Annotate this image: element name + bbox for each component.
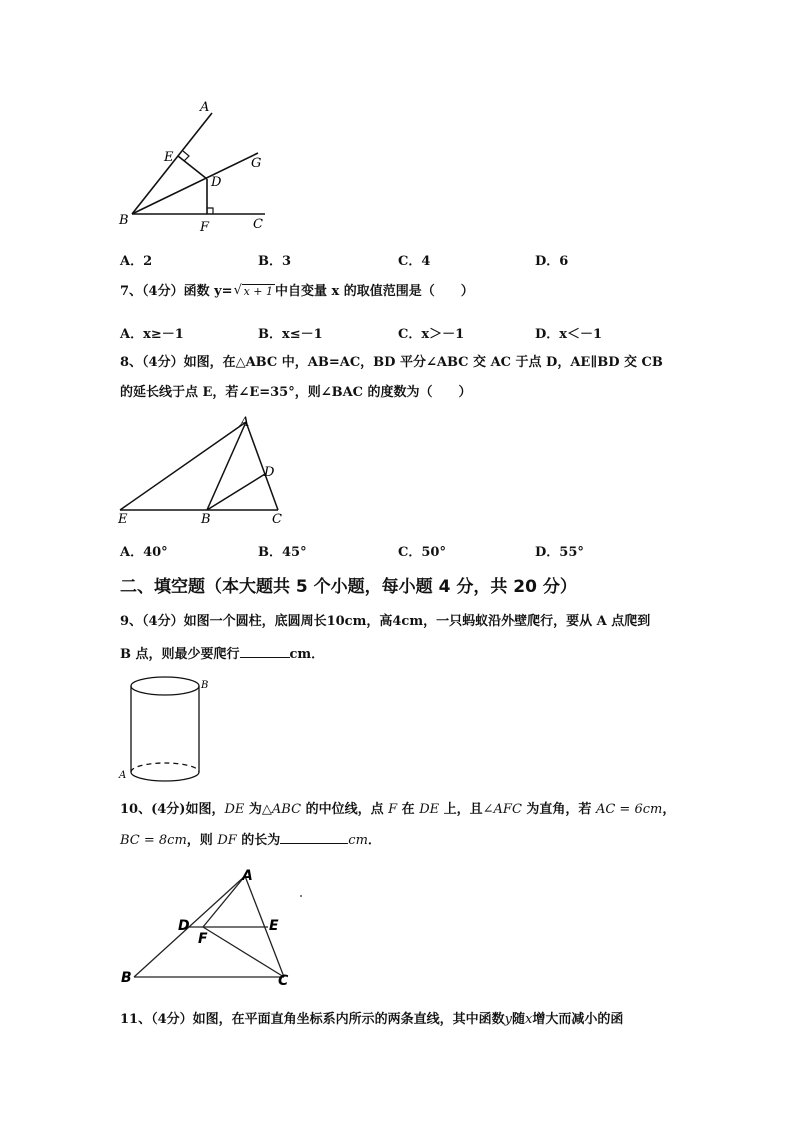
figure1-label-c: C (253, 217, 263, 232)
figure-midline-triangle (118, 866, 318, 1001)
q10-text-m: ， (662, 802, 676, 817)
q9-stem-line2 (120, 645, 324, 664)
figure1-label-g: G (251, 156, 262, 171)
q10-text-a: 10、(4分)如图， (120, 802, 225, 817)
q8-stem-line2: 的延长线于点 E，若∠E=35°，则∠BAC 的度数为（ ） (120, 385, 472, 400)
q8-option-a: A．40° (120, 545, 168, 560)
q11-text-e: 增大而减小的函 (532, 1012, 624, 1027)
q11-text-c: 随 (512, 1012, 526, 1027)
q6-option-d: D．6 (535, 254, 569, 269)
figure4-label-a: A (242, 868, 253, 884)
q10-text-de: DE (224, 802, 245, 817)
q9-answer-blank[interactable] (240, 645, 290, 658)
q11-text-a: 11、（4分）如图，在平面直角坐标系内所示的两条直线，其中函数 (120, 1012, 505, 1027)
figure1-label-a: A (200, 100, 210, 115)
q11-text-y: y (504, 1012, 512, 1027)
figure4-label-d: D (178, 918, 190, 934)
q7-prefix: 7、（4分）函数 y= (120, 284, 233, 299)
figure2-label-d: D (264, 465, 275, 480)
q10-text-then: ，则 (186, 833, 218, 848)
q10-stem-line2 (120, 831, 381, 850)
q10-text-g: 在 (397, 802, 420, 817)
figure2-label-b: B (201, 512, 211, 527)
q9-line2-pre: B 点，则最少要爬行 (120, 647, 240, 662)
q7-options (120, 323, 640, 343)
q10-text-period: ． (367, 833, 381, 848)
figure1-label-b: B (119, 213, 129, 228)
figure4-label-e: E (269, 918, 279, 934)
figure4-label-b: B (121, 970, 132, 986)
q10-text-i: 上，且 (439, 802, 483, 817)
q8-options (120, 541, 640, 561)
figure1-label-d: D (211, 175, 222, 190)
radical-sign-icon: √ (233, 283, 242, 298)
q8-stem-line1: 8、（4分）如图，在△ABC 中，AB=AC，BD 平分∠ABC 交 AC 于点 D，AE∥BD 交 CB (120, 355, 663, 370)
section-heading-fill-in: 二、填空题（本大题共 5 个小题，每小题 4 分，共 20 分） (120, 577, 577, 597)
q10-text-unit: cm (348, 833, 368, 848)
q10-text-k: 为直角，若 (521, 802, 596, 817)
q7-stem (120, 283, 474, 301)
figure2-label-c: C (272, 512, 282, 527)
q7-sqrt (234, 283, 275, 301)
figure-isosceles-triangle (110, 410, 290, 530)
figure3-label-b: B (201, 680, 209, 691)
q10-text-f: F (388, 802, 398, 817)
q11-stem-line1 (120, 1011, 623, 1029)
figure3-label-a: A (119, 770, 127, 781)
figure2-label-a: A (240, 415, 250, 430)
q6-option-c: C．4 (398, 254, 431, 269)
q10-text-angle: ∠AFC (482, 802, 522, 817)
q9-stem-line1: 9、（4分）如图一个圆柱，底圆周长10cm，高4cm，一只蚂蚁沿外壁爬行，要从 A 点爬到 (120, 614, 651, 629)
q10-answer-blank[interactable] (280, 831, 348, 844)
q10-text-e: 的中位线，点 (301, 802, 389, 817)
q9-line2-post: cm． (289, 647, 325, 662)
q7-radicand: x + 1 (243, 285, 273, 298)
figure1-label-f: F (200, 220, 210, 235)
figure-cylinder (115, 672, 220, 787)
q7-option-b: B．x≤－1 (258, 327, 323, 342)
stray-dot (300, 895, 302, 897)
figure4-label-f: F (198, 931, 208, 947)
q6-option-a: A．2 (120, 254, 153, 269)
q7-option-d: D．x＜－1 (535, 327, 603, 342)
q7-option-c: C．x＞－1 (398, 327, 465, 342)
figure4-label-c: C (278, 973, 289, 989)
figure2-label-e: E (118, 512, 128, 527)
q8-option-c: C．50° (398, 545, 446, 560)
q6-option-b: B．3 (258, 254, 292, 269)
q10-stem-line1 (120, 801, 675, 819)
q10-text-ac: AC = 6cm (595, 802, 663, 817)
q11-text-x: x (525, 1012, 533, 1027)
q8-option-d: D．55° (535, 545, 584, 560)
q7-suffix: 中自变量 x 的取值范围是（ ） (275, 284, 474, 299)
q10-text-de2: DE (419, 802, 440, 817)
q10-text-length: 的长为 (236, 833, 281, 848)
q10-text-triangle: △ABC (261, 802, 302, 817)
figure-angle-bisector (110, 95, 280, 235)
q10-text-df: DF (217, 833, 237, 848)
q7-option-a: A．x≥－1 (120, 327, 184, 342)
q10-text-bc: BC = 8cm (120, 833, 187, 848)
q6-options (120, 250, 640, 270)
q10-text-c: 为 (244, 802, 262, 817)
figure1-label-e: E (164, 150, 174, 165)
q8-option-b: B．45° (258, 545, 307, 560)
